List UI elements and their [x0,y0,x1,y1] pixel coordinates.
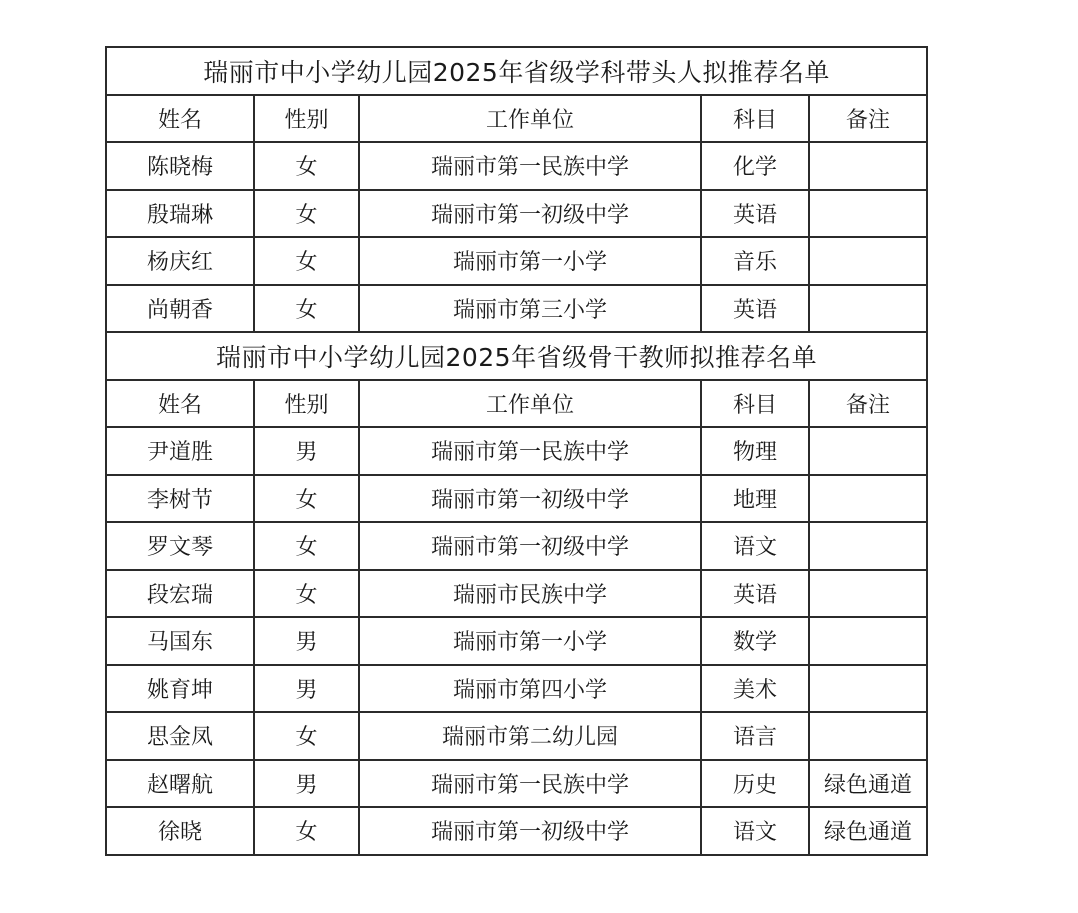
table-row [106,522,927,570]
table-row [106,570,927,618]
name-cell: 段宏瑞 [106,570,254,618]
subject-cell: 英语 [701,190,809,238]
remark-cell [809,570,927,618]
remark-cell [809,285,927,333]
gender-cell: 女 [254,570,359,618]
table-row [106,427,927,475]
subject-cell: 英语 [701,570,809,618]
remark-cell [809,427,927,475]
recommendation-list-table [105,46,928,856]
work-unit-cell: 瑞丽市第四小学 [359,665,701,713]
subject-cell: 英语 [701,285,809,333]
remark-cell [809,142,927,190]
work-unit-cell: 瑞丽市民族中学 [359,570,701,618]
name-cell: 李树节 [106,475,254,523]
gender-cell: 女 [254,522,359,570]
subject-cell: 语文 [701,807,809,855]
subject-cell: 美术 [701,665,809,713]
work-unit-cell: 瑞丽市第一初级中学 [359,522,701,570]
remark-cell: 绿色通道 [809,760,927,808]
header-gender: 性别 [254,95,359,143]
gender-cell: 男 [254,617,359,665]
table-row [106,285,927,333]
name-cell: 尹道胜 [106,427,254,475]
table-row [106,237,927,285]
gender-cell: 女 [254,285,359,333]
subject-cell: 化学 [701,142,809,190]
gender-cell: 女 [254,807,359,855]
remark-cell: 绿色通道 [809,807,927,855]
gender-cell: 男 [254,427,359,475]
remark-cell [809,237,927,285]
table-row [106,712,927,760]
work-unit-cell: 瑞丽市第一民族中学 [359,427,701,475]
table-row [106,142,927,190]
header-subject: 科目 [701,380,809,428]
header-subject: 科目 [701,95,809,143]
work-unit-cell: 瑞丽市第一小学 [359,237,701,285]
header-work-unit: 工作单位 [359,380,701,428]
table-row [106,617,927,665]
gender-cell: 女 [254,237,359,285]
subject-cell: 数学 [701,617,809,665]
header-gender: 性别 [254,380,359,428]
table-row [106,665,927,713]
section-title: 瑞丽市中小学幼儿园2025年省级学科带头人拟推荐名单 [106,47,927,95]
name-cell: 思金凤 [106,712,254,760]
name-cell: 杨庆红 [106,237,254,285]
work-unit-cell: 瑞丽市第一民族中学 [359,142,701,190]
column-header-row [106,380,927,428]
work-unit-cell: 瑞丽市第三小学 [359,285,701,333]
name-cell: 赵曙航 [106,760,254,808]
table-row [106,807,927,855]
remark-cell [809,712,927,760]
remark-cell [809,522,927,570]
column-header-row [106,95,927,143]
gender-cell: 女 [254,190,359,238]
table-row [106,760,927,808]
gender-cell: 女 [254,475,359,523]
work-unit-cell: 瑞丽市第一民族中学 [359,760,701,808]
name-cell: 陈晓梅 [106,142,254,190]
gender-cell: 男 [254,760,359,808]
work-unit-cell: 瑞丽市第二幼儿园 [359,712,701,760]
work-unit-cell: 瑞丽市第一小学 [359,617,701,665]
subject-cell: 物理 [701,427,809,475]
gender-cell: 女 [254,712,359,760]
gender-cell: 女 [254,142,359,190]
header-name: 姓名 [106,95,254,143]
name-cell: 马国东 [106,617,254,665]
name-cell: 姚育坤 [106,665,254,713]
work-unit-cell: 瑞丽市第一初级中学 [359,475,701,523]
header-remark: 备注 [809,95,927,143]
subject-cell: 语文 [701,522,809,570]
header-work-unit: 工作单位 [359,95,701,143]
name-cell: 徐晓 [106,807,254,855]
work-unit-cell: 瑞丽市第一初级中学 [359,807,701,855]
remark-cell [809,617,927,665]
section-title-row [106,47,927,95]
table-row [106,190,927,238]
header-name: 姓名 [106,380,254,428]
remark-cell [809,665,927,713]
section-title: 瑞丽市中小学幼儿园2025年省级骨干教师拟推荐名单 [106,332,927,380]
header-remark: 备注 [809,380,927,428]
name-cell: 罗文琴 [106,522,254,570]
work-unit-cell: 瑞丽市第一初级中学 [359,190,701,238]
subject-cell: 音乐 [701,237,809,285]
name-cell: 尚朝香 [106,285,254,333]
gender-cell: 男 [254,665,359,713]
subject-cell: 地理 [701,475,809,523]
remark-cell [809,190,927,238]
table-row [106,475,927,523]
name-cell: 殷瑞琳 [106,190,254,238]
remark-cell [809,475,927,523]
subject-cell: 历史 [701,760,809,808]
subject-cell: 语言 [701,712,809,760]
section-title-row [106,332,927,380]
